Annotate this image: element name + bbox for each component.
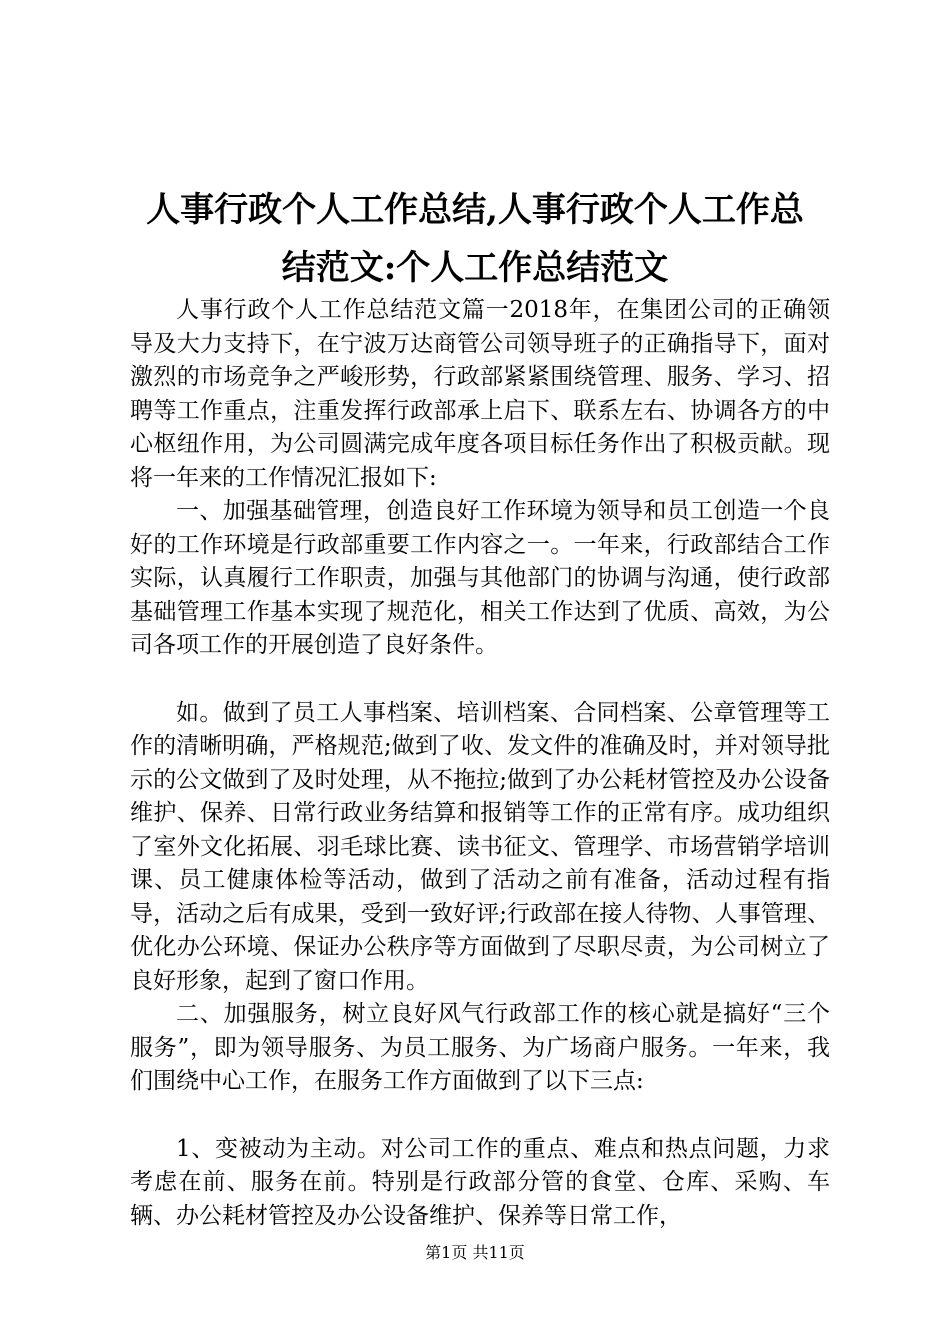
paragraph: 二、加强服务，树立良好风气行政部工作的核心就是搞好“三个服务”，即为领导服务、为员工服务、为广场商户服务。一年来，我们围绕中心工作，在服务工作方面做到了以下三点: xyxy=(130,1001,830,1094)
paragraph: 如。做到了员工人事档案、培训档案、合同档案、公章管理等工作的清晰明确，严格规范;做到了收、发文件的准确及时，并对领导批示的公文做到了及时处理，从不拖拉;做到了办公耗材管控及办公设备维护、保养、日常行政业务结算和报销等工作的正常有序。成功组织了室外文化拓展、羽毛球比赛、读书征文、管理学、市场营销学培训课、员工健康体检等活动，做到了活动之前有准备，活动过程有指导，活动之后有成果，受到一致好评;行政部在接人待物、人事管理、优化办公环境、保证办公秩序等方面做到了尽职尽责，为公司树立了良好形象，起到了窗口作用。 xyxy=(130,699,830,994)
document-body xyxy=(130,294,830,1233)
paragraph: 一、加强基础管理，创造良好工作环境为领导和员工创造一个良好的工作环境是行政部重要工作内容之一。一年来，行政部结合工作实际，认真履行工作职责，加强与其他部门的协调与沟通，使行政部基础管理工作基本实现了规范化，相关工作达到了优质、高效，为公司各项工作的开展创造了良好条件。 xyxy=(130,498,830,658)
document-title-line2: 结范文:个人工作总结范文 xyxy=(281,248,669,288)
paragraph: 人事行政个人工作总结范文篇一2018年，在集团公司的正确领导及大力支持下，在宁波万达商管公司领导班子的正确指导下，面对激烈的市场竞争之严峻形势，行政部紧紧围绕管理、服务、学习、招聘等工作重点，注重发挥行政部承上启下、联系左右、协调各方的中心枢纽作用，为公司圆满完成年度各项目标任务作出了积极贡献。现将一年来的工作情况汇报如下: xyxy=(130,297,830,491)
paragraph: 1、变被动为主动。对公司工作的重点、难点和热点问题，力求考虑在前、服务在前。特别是行政部分管的食堂、仓库、采购、车辆、办公耗材管控及办公设备维护、保养等日常工作， xyxy=(130,1135,830,1229)
document-title-line1: 人事行政个人工作总结,人事行政个人工作总 xyxy=(146,190,804,230)
page-footer: 第1页 共11页 xyxy=(425,1243,525,1262)
